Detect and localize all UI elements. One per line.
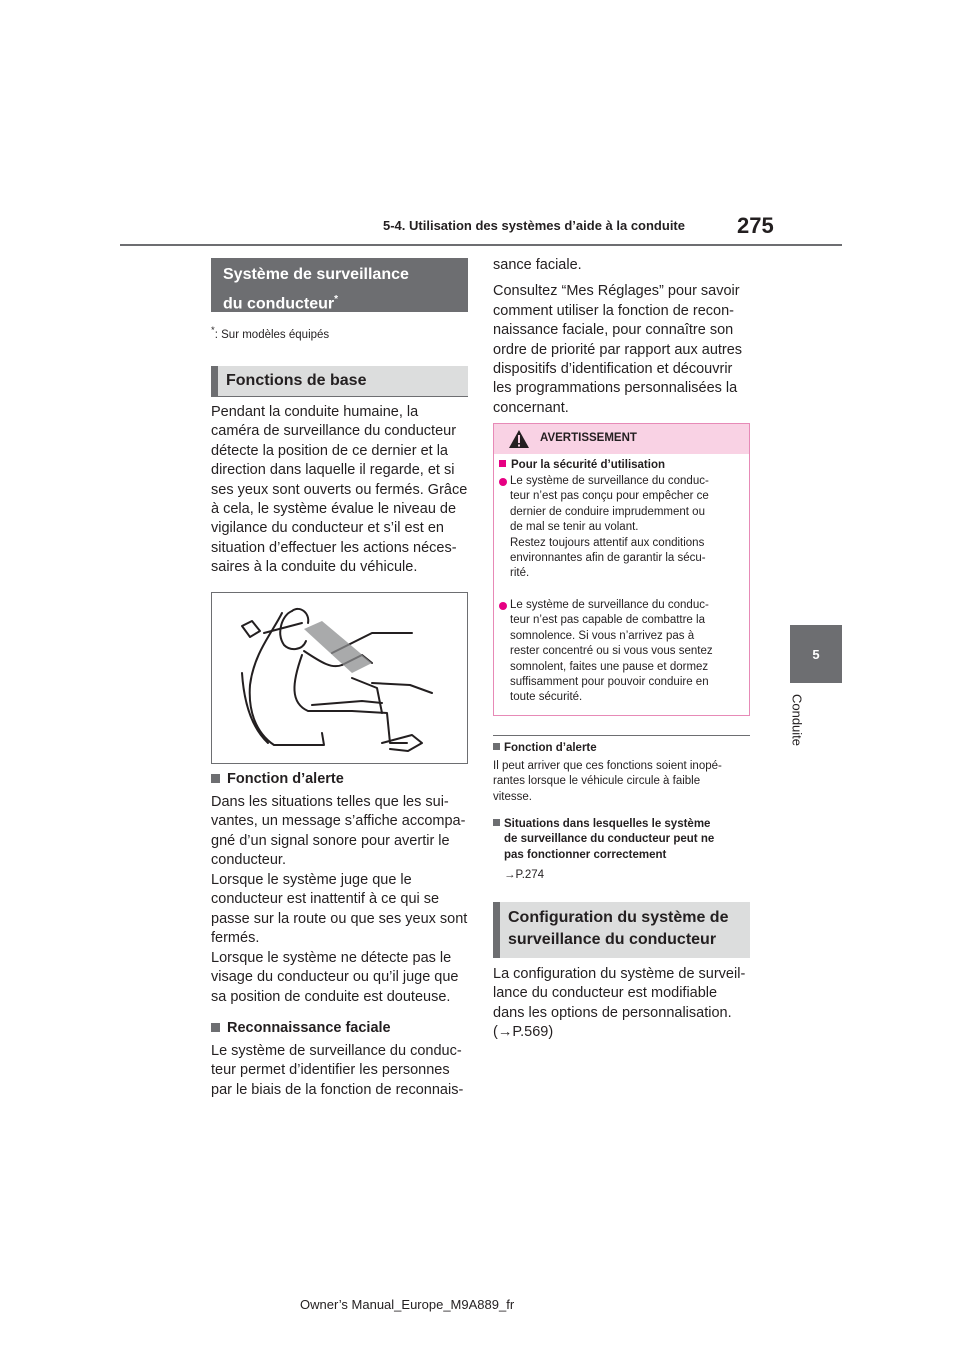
text-line: fermés. xyxy=(211,930,260,947)
chapter-label: Conduite xyxy=(789,693,805,747)
text-line: dernier de conduire imprudemment ou xyxy=(510,505,705,518)
divider xyxy=(493,735,750,736)
subheading-basic-functions: Fonctions de base xyxy=(211,366,468,396)
config-paragraph xyxy=(493,965,755,1043)
text-line: dispositifs d’identification et découvrir xyxy=(493,361,733,378)
text-line: surveillance du conducteur xyxy=(508,931,717,948)
intro-line: direction dans laquelle il regarde, et si xyxy=(211,462,455,479)
square-bullet-icon xyxy=(499,460,506,467)
subheading-rule xyxy=(211,396,468,397)
square-bullet-icon xyxy=(211,774,220,783)
footer-manual-id: Owner’s Manual_Europe_M9A889_fr xyxy=(300,1297,515,1312)
text-line: Situations dans lesquelles le système xyxy=(504,818,711,830)
footnote-mark: * xyxy=(211,325,215,336)
page-reference-link[interactable]: (→P.569) xyxy=(493,1024,554,1041)
text-line: Lorsque le système juge que le xyxy=(211,872,412,888)
chapter-label-box xyxy=(769,690,825,760)
square-bullet-icon xyxy=(493,819,500,826)
text-line: toute sécurité. xyxy=(510,691,583,704)
text-line: Configuration du système de xyxy=(508,909,729,926)
intro-line: à cela, le système évalue le niveau de xyxy=(211,501,457,518)
text-line: par le biais de la fonction de reconnais- xyxy=(211,1081,464,1098)
warning-item-1 xyxy=(510,474,750,582)
text-line: Restez toujours attentif aux conditions xyxy=(510,536,705,549)
alert-heading xyxy=(211,771,344,787)
circle-bullet-icon xyxy=(499,478,507,486)
text-line: La configuration du système de surveil- xyxy=(493,966,746,982)
text-line: suffisamment pour pouvoir conduire en xyxy=(510,676,709,689)
warning-box xyxy=(493,423,750,716)
note-alert-heading xyxy=(493,741,597,756)
text-line: Le système de surveillance du conduc- xyxy=(510,599,709,611)
intro-line: ses yeux sont ouverts ou fermés. Grâce xyxy=(211,481,468,498)
text-line: vantes, un message s’affiche accompa- xyxy=(211,813,466,830)
text-line: rité. xyxy=(510,567,530,580)
text-line: lance du conducteur est modifiable xyxy=(493,985,718,1002)
warning-item-2 xyxy=(510,598,750,706)
section-title xyxy=(211,258,468,312)
alert-paragraph-2 xyxy=(211,871,473,949)
section-title-line2: du conducteur xyxy=(223,295,335,313)
text-line: conducteur est inattentif à ce qui se xyxy=(211,891,440,908)
warning-title: AVERTISSEMENT xyxy=(540,432,637,444)
warning-heading-text: Pour la sécurité d’utilisation xyxy=(511,459,666,471)
text-line: Il peut arriver que ces fonctions soient inopé- xyxy=(493,760,722,772)
text-line: environnantes afin de garantir la sécu- xyxy=(510,552,706,565)
text-line: gné d’un signal sonore pour avertir le xyxy=(211,832,450,849)
header-rule xyxy=(120,244,842,246)
text-line: somnolent, faites une pause et dormez xyxy=(510,660,709,673)
text-line: sa position de conduite est douteuse. xyxy=(211,988,451,1005)
text-line: teur n’est pas conçu pour empêcher ce xyxy=(510,490,709,503)
intro-line: vigilance du conducteur et s’il est en xyxy=(211,520,444,537)
warning-heading xyxy=(499,458,665,473)
face-heading-text: Reconnaissance faciale xyxy=(227,1020,391,1036)
text-line: conducteur. xyxy=(211,852,286,869)
text-line: passe sur la route ou que ses yeux sont xyxy=(211,910,468,927)
page-number: 275 xyxy=(737,213,774,238)
text-line: vitesse. xyxy=(493,790,532,803)
face-recognition-heading xyxy=(211,1020,391,1036)
alert-paragraph-1 xyxy=(211,793,473,871)
alert-paragraph-3 xyxy=(211,949,473,1007)
intro-line: saires à la conduite du véhicule. xyxy=(211,559,418,576)
running-header: 5-4. Utilisation des systèmes d’aide à la conduite xyxy=(383,218,685,233)
square-bullet-icon xyxy=(211,1023,220,1032)
text-line: teur n’est pas capable de combattre la xyxy=(510,614,705,627)
text-line: Dans les situations telles que les sui- xyxy=(211,794,449,810)
section-title-line1: Système de surveillance xyxy=(223,266,409,283)
chapter-number: 5 xyxy=(812,646,820,662)
note-alert-text xyxy=(493,759,755,805)
text-line: ordre de priorité par rapport aux autres xyxy=(493,341,743,358)
note-limitations-heading xyxy=(493,817,755,863)
face-paragraph xyxy=(211,1042,473,1100)
text-line: somnolence. Si vous n’arrivez pas à xyxy=(510,629,695,642)
text-line: sance faciale. xyxy=(493,257,582,273)
text-line: visage du conducteur ou qu’il juge que xyxy=(211,969,459,986)
text-line: dans les options de personnalisation. xyxy=(493,1004,732,1021)
square-bullet-icon xyxy=(493,743,500,750)
text-line: rester concentré ou si vous vous sentez xyxy=(510,645,713,658)
driver-illustration-svg xyxy=(212,593,467,763)
text-line: rantes lorsque le véhicule circule à faible xyxy=(493,775,701,788)
note-alert-heading-text: Fonction d’alerte xyxy=(504,742,597,754)
text-line: naissance faciale, pour connaître son xyxy=(493,322,734,339)
text-line: les programmations personnalisées la xyxy=(493,380,738,397)
section-title-mark: * xyxy=(334,294,339,305)
text-line: comment utiliser la fonction de recon- xyxy=(493,302,734,319)
text-line: Consultez “Mes Réglages” pour savoir xyxy=(493,283,740,300)
text-line: concernant. xyxy=(493,399,569,416)
intro-line: situation d’effectuer les actions néces- xyxy=(211,539,457,556)
intro-paragraph xyxy=(211,403,473,578)
text-line: pas fonctionner correctement xyxy=(504,848,667,861)
driver-monitor-illustration xyxy=(211,592,468,764)
text-line: Lorsque le système ne détecte pas le xyxy=(211,950,452,966)
text-line: teur permet d’identifier les personnes xyxy=(211,1062,450,1079)
alert-heading-text: Fonction d’alerte xyxy=(227,771,344,787)
chapter-tab xyxy=(790,625,842,683)
footnote-text: : Sur modèles équipés xyxy=(214,328,330,341)
intro-line: Pendant la conduite humaine, la xyxy=(211,404,419,420)
text-line: Le système de surveillance du conduc- xyxy=(211,1043,462,1059)
config-subheading xyxy=(493,902,750,958)
page-reference-link[interactable]: →P.274 xyxy=(504,869,545,881)
continued-paragraph xyxy=(493,256,755,418)
intro-line: détecte la position de ce dernier et la xyxy=(211,442,448,459)
footnote xyxy=(211,323,468,343)
text-line: de mal se tenir au volant. xyxy=(510,521,639,534)
text-line: de surveillance du conducteur peut ne xyxy=(504,833,715,846)
warning-triangle-icon xyxy=(508,429,530,449)
text-line: Le système de surveillance du conduc- xyxy=(510,475,709,487)
warning-header xyxy=(494,424,749,454)
circle-bullet-icon xyxy=(499,602,507,610)
intro-line: caméra de surveillance du conducteur xyxy=(211,423,457,440)
